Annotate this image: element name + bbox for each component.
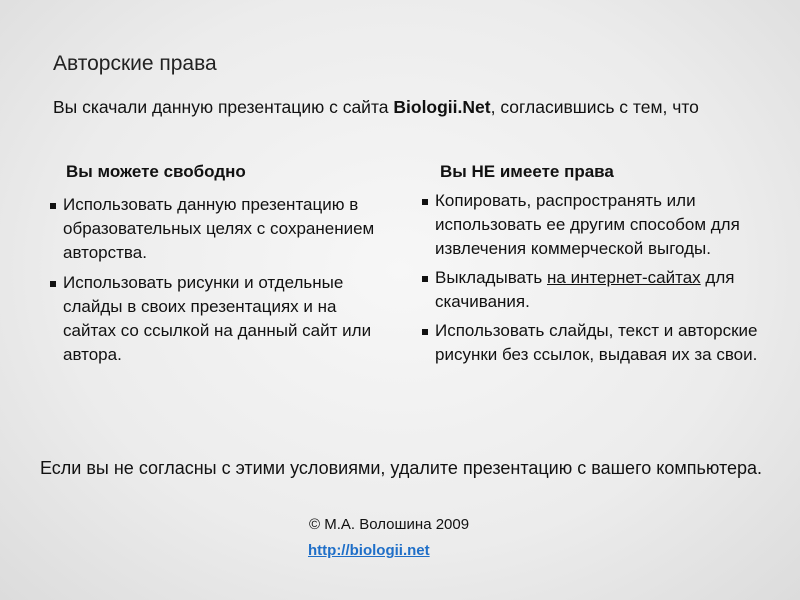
forbidden-item [422,266,762,314]
forbidden-list [422,189,762,372]
intro-site-name: Biologii.Net [393,97,491,117]
intro-before: Вы скачали данную презентацию с сайта [53,97,394,117]
allowed-heading: Вы можете свободно [66,162,246,181]
allowed-item: Использовать данную презентацию в образовательных целях с сохранением авторства. [50,193,380,265]
forbidden-item-underlined: на интернет-сайтах [547,268,701,287]
disagreement-notice: Если вы не согласны с этими условиями, удалите презентацию с вашего компьютера. [40,458,763,478]
page-title: Авторские права [53,52,217,75]
site-link[interactable]: http://biologii.net [308,542,430,559]
copyright-line: © М.А. Волошина 2009 [309,516,470,533]
intro-after: , согласившись с тем, что [490,97,699,117]
allowed-list [50,193,380,373]
intro-text [53,95,773,119]
forbidden-heading: Вы НЕ имеете права [440,162,614,181]
allowed-item: Использовать рисунки и отдельные слайды в своих презентациях и на сайтах со ссылкой на данный сайт или автора. [50,271,380,367]
forbidden-item-text: для скачивания. [435,268,735,311]
forbidden-item-text: Выкладывать [435,268,547,287]
forbidden-item: Использовать слайды, текст и авторские рисунки без ссылок, выдавая их за свои. [422,319,762,367]
forbidden-item: Копировать, распространять или использовать ее другим способом для извлечения коммерческой выгоды. [422,189,762,261]
